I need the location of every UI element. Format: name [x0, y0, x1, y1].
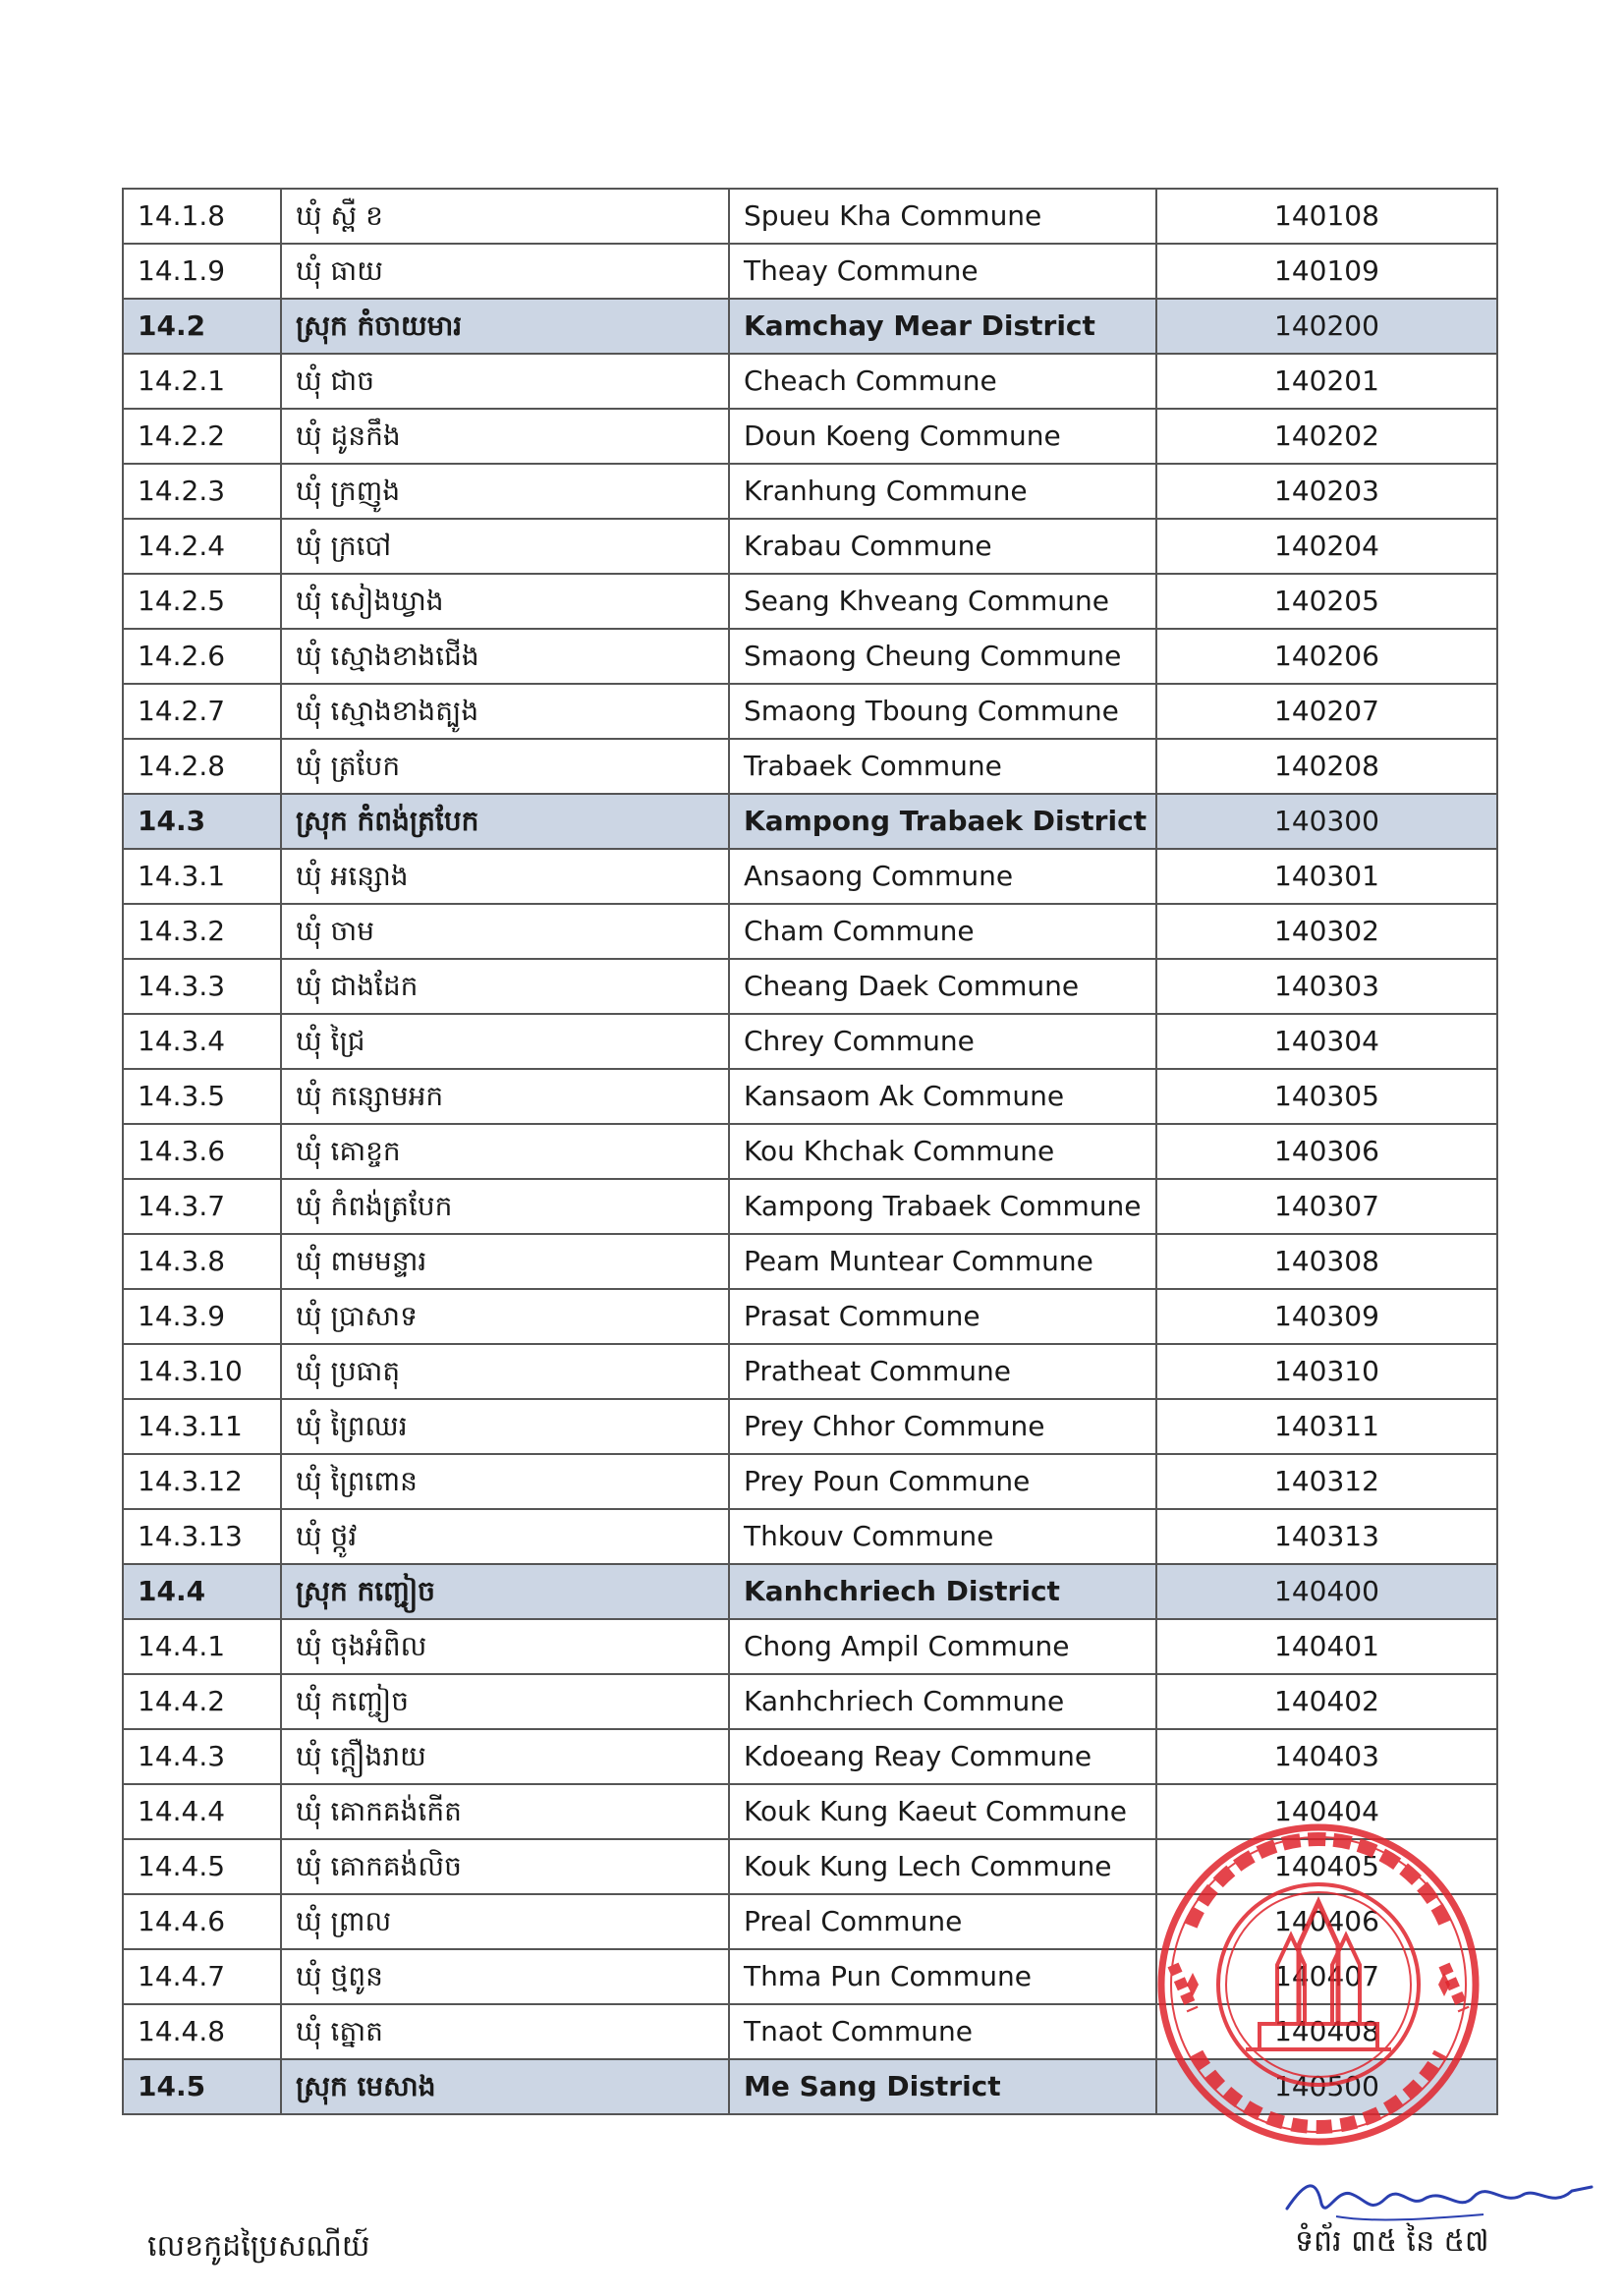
english-name: Kampong Trabaek Commune	[729, 1179, 1156, 1234]
row-number: 14.2	[123, 299, 281, 354]
district-row	[123, 2059, 1497, 2114]
english-name: Kampong Trabaek District	[729, 794, 1156, 849]
commune-row	[123, 1124, 1497, 1179]
english-name: Ansaong Commune	[729, 849, 1156, 904]
postal-code: 140312	[1156, 1454, 1497, 1509]
postal-code: 140207	[1156, 684, 1497, 739]
row-number: 14.4.2	[123, 1674, 281, 1729]
row-number: 14.3.12	[123, 1454, 281, 1509]
khmer-name: ស្រុក កំចាយមារ	[281, 299, 729, 354]
khmer-name: ឃុំ កំពង់ត្របែក	[281, 1179, 729, 1234]
row-number: 14.2.2	[123, 409, 281, 464]
english-name: Krabau Commune	[729, 519, 1156, 574]
khmer-name: ឃុំ ថ្កូវ	[281, 1509, 729, 1564]
english-name: Kou Khchak Commune	[729, 1124, 1156, 1179]
postal-code: 140205	[1156, 574, 1497, 629]
row-number: 14.3.1	[123, 849, 281, 904]
english-name: Tnaot Commune	[729, 2004, 1156, 2059]
postal-code: 140301	[1156, 849, 1497, 904]
row-number: 14.2.6	[123, 629, 281, 684]
postal-code: 140401	[1156, 1619, 1497, 1674]
english-name: Kansaom Ak Commune	[729, 1069, 1156, 1124]
khmer-name: ឃុំ គោកគង់លិច	[281, 1839, 729, 1894]
row-number: 14.3.3	[123, 959, 281, 1014]
english-name: Me Sang District	[729, 2059, 1156, 2114]
commune-row	[123, 1509, 1497, 1564]
khmer-name: ឃុំ ជាងដែក	[281, 959, 729, 1014]
row-number: 14.3.5	[123, 1069, 281, 1124]
khmer-name: ឃុំ គោខ្ចក	[281, 1124, 729, 1179]
postal-code: 140302	[1156, 904, 1497, 959]
commune-row	[123, 849, 1497, 904]
english-name: Prey Chhor Commune	[729, 1399, 1156, 1454]
english-name: Chong Ampil Commune	[729, 1619, 1156, 1674]
english-name: Kdoeang Reay Commune	[729, 1729, 1156, 1784]
row-number: 14.4.6	[123, 1894, 281, 1949]
english-name: Pratheat Commune	[729, 1344, 1156, 1399]
postal-code: 140206	[1156, 629, 1497, 684]
commune-row	[123, 189, 1497, 244]
commune-row	[123, 244, 1497, 299]
postal-code: 140307	[1156, 1179, 1497, 1234]
khmer-name: ឃុំ ចាម	[281, 904, 729, 959]
commune-row	[123, 629, 1497, 684]
commune-row	[123, 1949, 1497, 2004]
commune-row	[123, 1619, 1497, 1674]
row-number: 14.4.8	[123, 2004, 281, 2059]
english-name: Thma Pun Commune	[729, 1949, 1156, 2004]
khmer-name: ឃុំ អន្សោង	[281, 849, 729, 904]
footer-document-title: លេខកូដប្រៃសណីយ៍	[147, 2229, 370, 2264]
commune-row	[123, 1289, 1497, 1344]
english-name: Smaong Cheung Commune	[729, 629, 1156, 684]
postal-code: 140402	[1156, 1674, 1497, 1729]
khmer-name: ឃុំ ពាមមន្ទារ	[281, 1234, 729, 1289]
khmer-name: ឃុំ ប្រាសាទ	[281, 1289, 729, 1344]
khmer-name: ឃុំ ថ្មពូន	[281, 1949, 729, 2004]
commune-row	[123, 684, 1497, 739]
postal-code: 140500	[1156, 2059, 1497, 2114]
khmer-name: ឃុំ ជ្រៃ	[281, 1014, 729, 1069]
khmer-name: ឃុំ ក្រញូង	[281, 464, 729, 519]
commune-row	[123, 1839, 1497, 1894]
postal-code: 140300	[1156, 794, 1497, 849]
english-name: Peam Muntear Commune	[729, 1234, 1156, 1289]
row-number: 14.3.4	[123, 1014, 281, 1069]
english-name: Chrey Commune	[729, 1014, 1156, 1069]
row-number: 14.2.1	[123, 354, 281, 409]
postal-code: 140306	[1156, 1124, 1497, 1179]
postal-code: 140308	[1156, 1234, 1497, 1289]
english-name: Preal Commune	[729, 1894, 1156, 1949]
commune-row	[123, 739, 1497, 794]
row-number: 14.3.13	[123, 1509, 281, 1564]
khmer-name: ឃុំ ចុងអំពិល	[281, 1619, 729, 1674]
english-name: Thkouv Commune	[729, 1509, 1156, 1564]
row-number: 14.4.3	[123, 1729, 281, 1784]
commune-row	[123, 574, 1497, 629]
commune-row	[123, 1784, 1497, 1839]
khmer-name: ឃុំ ប្រធាតុ	[281, 1344, 729, 1399]
postal-code: 140201	[1156, 354, 1497, 409]
table-body	[123, 189, 1497, 2114]
row-number: 14.2.8	[123, 739, 281, 794]
khmer-name: ឃុំ ព្រៃឈរ	[281, 1399, 729, 1454]
postal-code: 140200	[1156, 299, 1497, 354]
postal-code: 140202	[1156, 409, 1497, 464]
row-number: 14.2.5	[123, 574, 281, 629]
english-name: Kanhchriech Commune	[729, 1674, 1156, 1729]
postal-code: 140407	[1156, 1949, 1497, 2004]
row-number: 14.2.7	[123, 684, 281, 739]
postal-code: 140408	[1156, 2004, 1497, 2059]
khmer-name: ឃុំ កន្សោមអក	[281, 1069, 729, 1124]
english-name: Kouk Kung Kaeut Commune	[729, 1784, 1156, 1839]
row-number: 14.4.7	[123, 1949, 281, 2004]
english-name: Spueu Kha Commune	[729, 189, 1156, 244]
postal-code: 140400	[1156, 1564, 1497, 1619]
commune-row	[123, 1454, 1497, 1509]
english-name: Doun Koeng Commune	[729, 409, 1156, 464]
postal-code: 140109	[1156, 244, 1497, 299]
khmer-name: ឃុំ ព្រៃពោន	[281, 1454, 729, 1509]
row-number: 14.4.4	[123, 1784, 281, 1839]
row-number: 14.3.2	[123, 904, 281, 959]
postal-code: 140404	[1156, 1784, 1497, 1839]
row-number: 14.3.11	[123, 1399, 281, 1454]
row-number: 14.5	[123, 2059, 281, 2114]
row-number: 14.3.10	[123, 1344, 281, 1399]
english-name: Cham Commune	[729, 904, 1156, 959]
english-name: Seang Khveang Commune	[729, 574, 1156, 629]
postal-code: 140403	[1156, 1729, 1497, 1784]
row-number: 14.3.8	[123, 1234, 281, 1289]
postal-code: 140406	[1156, 1894, 1497, 1949]
postal-code: 140405	[1156, 1839, 1497, 1894]
commune-row	[123, 354, 1497, 409]
district-row	[123, 794, 1497, 849]
khmer-name: ឃុំ សៀងឃ្វាង	[281, 574, 729, 629]
commune-row	[123, 1234, 1497, 1289]
khmer-name: ឃុំ កញ្ជៀច	[281, 1674, 729, 1729]
postal-code: 140309	[1156, 1289, 1497, 1344]
row-number: 14.3.6	[123, 1124, 281, 1179]
postal-code-table	[122, 188, 1498, 2115]
khmer-name: ស្រុក កំពង់ត្របែក	[281, 794, 729, 849]
english-name: Prey Poun Commune	[729, 1454, 1156, 1509]
district-row	[123, 1564, 1497, 1619]
postal-code: 140108	[1156, 189, 1497, 244]
commune-row	[123, 1674, 1497, 1729]
row-number: 14.1.9	[123, 244, 281, 299]
english-name: Kranhung Commune	[729, 464, 1156, 519]
postal-code: 140204	[1156, 519, 1497, 574]
postal-code: 140203	[1156, 464, 1497, 519]
khmer-name: ស្រុក មេសាង	[281, 2059, 729, 2114]
english-name: Trabaek Commune	[729, 739, 1156, 794]
postal-code: 140313	[1156, 1509, 1497, 1564]
khmer-name: ឃុំ ត្របែក	[281, 739, 729, 794]
english-name: Prasat Commune	[729, 1289, 1156, 1344]
postal-code: 140311	[1156, 1399, 1497, 1454]
english-name: Cheang Daek Commune	[729, 959, 1156, 1014]
english-name: Theay Commune	[729, 244, 1156, 299]
commune-row	[123, 1399, 1497, 1454]
commune-row	[123, 904, 1497, 959]
row-number: 14.2.4	[123, 519, 281, 574]
khmer-name: ស្រុក កញ្ជៀច	[281, 1564, 729, 1619]
footer-page-number: ទំព័រ ៣៥ នៃ ៥៧	[1295, 2224, 1489, 2259]
postal-code: 140303	[1156, 959, 1497, 1014]
commune-row	[123, 1014, 1497, 1069]
row-number: 14.3	[123, 794, 281, 849]
row-number: 14.1.8	[123, 189, 281, 244]
khmer-name: ឃុំ ជាច	[281, 354, 729, 409]
commune-row	[123, 464, 1497, 519]
commune-row	[123, 1729, 1497, 1784]
row-number: 14.4.5	[123, 1839, 281, 1894]
english-name: Smaong Tboung Commune	[729, 684, 1156, 739]
khmer-name: ឃុំ គោកគង់កើត	[281, 1784, 729, 1839]
commune-row	[123, 1179, 1497, 1234]
row-number: 14.4	[123, 1564, 281, 1619]
commune-row	[123, 1894, 1497, 1949]
khmer-name: ឃុំ ស្មោងខាងត្បូង	[281, 684, 729, 739]
commune-row	[123, 1344, 1497, 1399]
commune-row	[123, 519, 1497, 574]
commune-row	[123, 2004, 1497, 2059]
row-number: 14.3.9	[123, 1289, 281, 1344]
khmer-name: ឃុំ ធាយ	[281, 244, 729, 299]
postal-code: 140305	[1156, 1069, 1497, 1124]
english-name: Kanhchriech District	[729, 1564, 1156, 1619]
handwritten-signature	[1277, 2169, 1601, 2228]
khmer-name: ឃុំ ក្ដឿងរាយ	[281, 1729, 729, 1784]
district-row	[123, 299, 1497, 354]
khmer-name: ឃុំ ព្រាល	[281, 1894, 729, 1949]
khmer-name: ឃុំ ក្របៅ	[281, 519, 729, 574]
khmer-name: ឃុំ ត្នោត	[281, 2004, 729, 2059]
commune-row	[123, 1069, 1497, 1124]
khmer-name: ឃុំ ស្ពឺ ខ	[281, 189, 729, 244]
english-name: Cheach Commune	[729, 354, 1156, 409]
row-number: 14.3.7	[123, 1179, 281, 1234]
postal-code: 140304	[1156, 1014, 1497, 1069]
commune-row	[123, 959, 1497, 1014]
postal-code: 140208	[1156, 739, 1497, 794]
khmer-name: ឃុំ ដូនកឹង	[281, 409, 729, 464]
english-name: Kamchay Mear District	[729, 299, 1156, 354]
commune-row	[123, 409, 1497, 464]
english-name: Kouk Kung Lech Commune	[729, 1839, 1156, 1894]
row-number: 14.4.1	[123, 1619, 281, 1674]
row-number: 14.2.3	[123, 464, 281, 519]
postal-code: 140310	[1156, 1344, 1497, 1399]
khmer-name: ឃុំ ស្មោងខាងជើង	[281, 629, 729, 684]
